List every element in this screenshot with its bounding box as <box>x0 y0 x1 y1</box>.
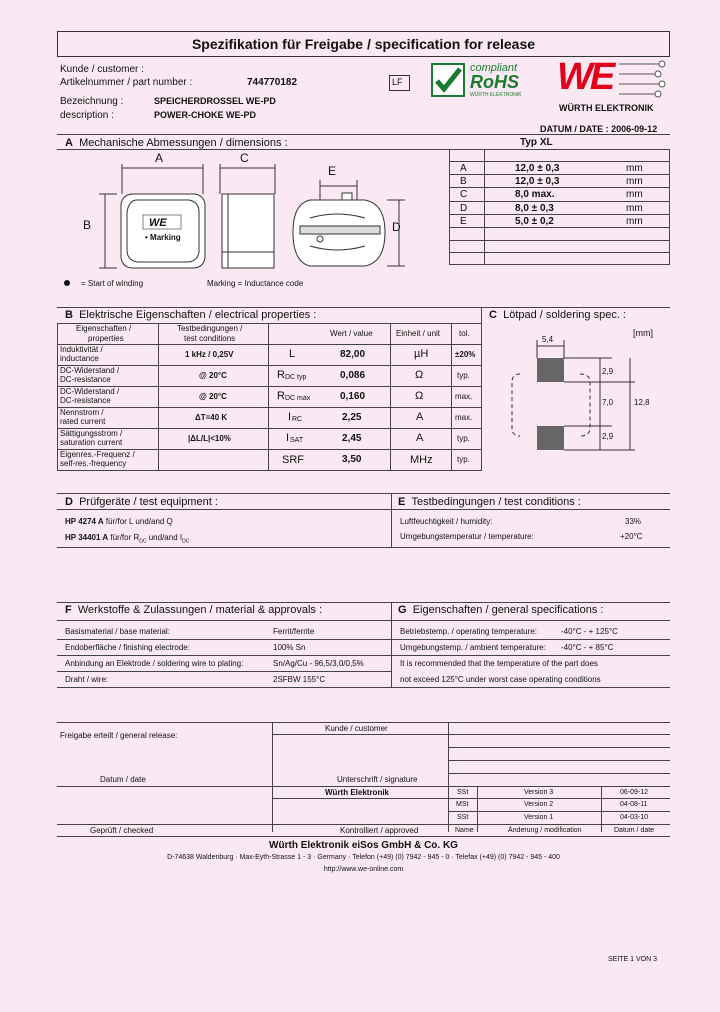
date-line: DATUM / DATE : 2006-09-12 <box>540 124 658 134</box>
section-bc-divider <box>481 307 482 471</box>
section-de-divider <box>391 493 392 547</box>
section-c-title: C Lötpad / soldering spec. : <box>489 309 626 321</box>
signature-label: Unterschrift / signature <box>337 775 418 784</box>
customer-header: Kunde / customer <box>325 724 388 733</box>
temperature-note-1: It is recommended that the temperature of the part does <box>400 659 598 668</box>
we-block-label: Würth Elektronik <box>325 788 390 797</box>
we-company-text: WÜRTH ELEKTRONIK <box>559 103 654 113</box>
elec-table-line <box>57 407 481 408</box>
dims-table-col2 <box>484 149 485 264</box>
dims-row-letter: A <box>460 163 467 174</box>
elec-header-prop2: properties <box>88 334 124 343</box>
material-label: Anbindung an Elektrode / soldering wire to plating: <box>65 659 244 668</box>
ambient-temp-value: -40°C - + 85°C <box>561 643 614 652</box>
test-equipment-1: HP 4274 A für/for L und/and Q <box>65 517 173 526</box>
rohs-sub: WÜRTH ELEKTRONIK <box>470 92 522 98</box>
footer-url[interactable]: http://www.we-online.com <box>323 866 404 873</box>
test-equipment-2: HP 34401 A für/for $R_{DC}$ und/and $I_{DC}$ <box>65 533 190 545</box>
section-b-title: B Elektrische Eigenschaften / electrical properties : <box>65 309 317 321</box>
solderpad-dim-pad2: 2,9 <box>602 432 614 441</box>
operating-temp-label: Betriebstemp. / operating temperature: <box>400 627 537 636</box>
dims-row-letter: D <box>460 203 468 214</box>
solderpad-unit: [mm] <box>633 328 653 338</box>
general-row-line <box>391 639 670 640</box>
humidity-value: 33% <box>625 517 642 526</box>
solderpad-dim-gap: 7,0 <box>602 398 614 407</box>
material-label: Basismaterial / base material: <box>65 627 170 636</box>
elec-header-prop: Eigenschaften / <box>76 324 132 333</box>
dims-row-value: 12,0 ± 0,3 <box>515 176 560 187</box>
release-divider <box>448 722 449 832</box>
solderpad-dim-total: 12,8 <box>634 398 650 407</box>
section-de-rule-bottom <box>57 509 670 510</box>
dims-table-row-line <box>449 264 670 265</box>
release-line <box>272 798 448 799</box>
section-e-title: E Testbedingungen / test conditions : <box>398 496 581 508</box>
dims-row-value: 12,0 ± 0,3 <box>515 163 560 174</box>
general-row-line <box>391 655 670 656</box>
release-grid <box>448 760 670 761</box>
dims-table-row-line <box>449 240 670 241</box>
marking-note: Marking = Inductance code <box>207 279 304 288</box>
section-de-end <box>57 547 670 548</box>
elec-table-col <box>390 323 391 470</box>
elec-header-value: Wert / value <box>330 329 373 338</box>
ambient-temp-label: Umgebungstemp. / ambient temperature: <box>400 643 546 652</box>
solderpad-dim-width: 5,4 <box>542 335 554 344</box>
dims-table-col1 <box>449 149 450 264</box>
material-row-line <box>57 687 670 688</box>
footer-address: D-74638 Waldenburg · Max-Eyth-Strasse 1 - 3 · Germany · Telefon (+49) (0) 7942 - 945 - 0 · Telefax (+49) (0) 7942 - 945 - 400 <box>167 854 560 861</box>
temperature-label: Umgebungstemperatur / temperature: <box>400 532 534 541</box>
approved-label: Kontrolliert / approved <box>340 826 419 835</box>
elec-table-col <box>57 323 58 470</box>
we-logo-letters: WE <box>557 56 613 98</box>
date-label: Datum / date <box>100 775 146 784</box>
section-d-title: D Prüfgeräte / test equipment : <box>65 496 218 508</box>
section-b-rule <box>57 307 670 308</box>
release-grid <box>57 824 670 825</box>
dims-row-unit: mm <box>626 163 643 174</box>
rev-header-date: Datum / date <box>614 827 655 834</box>
material-label: Draht / wire: <box>65 675 109 684</box>
section-g-title: G Eigenschaften / general specifications : <box>398 604 604 616</box>
section-a-title: A Mechanische Abmessungen / dimensions : <box>65 137 288 149</box>
release-grid <box>448 798 670 799</box>
humidity-label: Luftfeuchtigkeit / humidity: <box>400 517 493 526</box>
dims-row-value: 5,0 ± 0,2 <box>515 216 554 227</box>
lf-badge-text: LF <box>392 77 403 87</box>
checked-label: Geprüft / checked <box>90 826 154 835</box>
rohs-compliant: compliant <box>470 62 518 74</box>
start-winding-note: = Start of winding <box>81 279 144 288</box>
release-line <box>57 786 670 787</box>
section-a-rule <box>57 134 670 135</box>
material-value: Sn/Ag/Cu - 96,5/3,0/0,5% <box>273 659 364 668</box>
release-grid <box>448 734 670 735</box>
dim-c-label: C <box>240 151 249 165</box>
release-divider <box>272 722 273 832</box>
circuit-lines-icon <box>619 58 669 98</box>
dims-row-unit: mm <box>626 189 643 200</box>
elec-header-cond2: test conditions <box>184 334 236 343</box>
release-line <box>272 734 448 735</box>
rev-header-change: Änderung / modification <box>508 827 582 834</box>
temperature-note-2: not exceed 125°C under worst case operating conditions <box>400 675 601 684</box>
elec-table-line <box>57 386 481 387</box>
svg-text:WE: WE <box>149 217 167 229</box>
section-fg-divider <box>391 602 392 687</box>
dims-table-row-line <box>449 161 670 162</box>
dims-row-unit: mm <box>626 203 643 214</box>
dims-table-row-line <box>449 214 670 215</box>
section-fg-rule <box>57 602 670 603</box>
checkmark-icon <box>430 62 466 98</box>
rev-header-name: Name <box>455 827 474 834</box>
dimension-drawing <box>95 160 425 290</box>
release-grid <box>448 773 670 774</box>
footer-company: Würth Elektronik eiSos GmbH & Co. KG <box>269 840 458 851</box>
release-grid <box>448 811 670 812</box>
release-grid <box>448 747 670 748</box>
elec-table-col <box>268 323 269 470</box>
section-fg-rule-bottom <box>57 620 670 621</box>
elec-table-col <box>451 323 452 470</box>
operating-temp-value: -40°C - + 125°C <box>561 627 618 636</box>
solderpad-dim-pad1: 2,9 <box>602 367 614 376</box>
dims-row-letter: C <box>460 189 468 200</box>
rev-col <box>601 786 602 832</box>
dims-type-header: Typ XL <box>520 137 553 148</box>
material-value: Ferrit/ferrite <box>273 627 315 636</box>
dim-a-label: A <box>155 151 164 165</box>
dims-table-row-line <box>449 174 670 175</box>
dim-d-label: D <box>392 220 401 234</box>
general-release-label: Freigabe erteilt / general release: <box>60 731 178 740</box>
elec-table-line <box>57 365 481 366</box>
elec-header-cond: Testbedingungen / <box>177 324 243 333</box>
material-value: 100% Sn <box>273 643 306 652</box>
elec-table-line <box>57 470 481 471</box>
page-title: Spezifikation für Freigabe / specification for release <box>191 36 536 52</box>
release-end <box>57 836 670 837</box>
material-label: Endoberfläche / finishing electrode: <box>65 643 190 652</box>
temperature-value: +20°C <box>620 532 643 541</box>
elec-header-tol: tol. <box>459 329 470 338</box>
elec-table-col <box>158 323 159 470</box>
dim-e-label: E <box>328 164 337 178</box>
description-value: POWER-CHOKE WE-PD <box>154 110 256 120</box>
part-number: 744770182 <box>247 77 298 88</box>
dims-row-unit: mm <box>626 176 643 187</box>
solderpad-drawing <box>490 330 670 460</box>
designation-label: Bezeichnung : <box>60 96 124 107</box>
dims-table-row-line <box>449 252 670 253</box>
dims-row-letter: E <box>460 216 467 227</box>
section-de-rule <box>57 493 670 494</box>
dim-b-label: B <box>83 218 92 232</box>
start-winding-dot-icon <box>64 280 70 286</box>
we-logo <box>557 58 669 116</box>
dims-table-row-line <box>449 201 670 202</box>
elec-table-line <box>57 344 481 345</box>
rohs-text: RoHS <box>470 72 519 92</box>
rohs-logo <box>430 62 540 98</box>
dims-row-value: 8,0 ± 0,3 <box>515 203 554 214</box>
dims-row-value: 8,0 max. <box>515 189 555 200</box>
description-label: description : <box>60 110 114 121</box>
customer-label: Kunde / customer : <box>60 64 144 75</box>
dims-row-unit: mm <box>626 216 643 227</box>
material-row-line <box>57 671 391 672</box>
material-row-line <box>57 655 391 656</box>
section-f-title: F Werkstoffe & Zulassungen / material & approvals : <box>65 604 323 616</box>
page-number: SEITE 1 VON 3 <box>608 956 658 963</box>
material-value: 2SFBW 155°C <box>273 675 326 684</box>
dims-table-row-line <box>449 227 670 228</box>
dims-row-letter: B <box>460 176 467 187</box>
part-label: Artikelnummer / part number : <box>60 77 193 88</box>
dims-table-row-line <box>449 187 670 188</box>
elec-header-unit: Einheit / unit <box>396 329 441 338</box>
dims-table-col3 <box>669 149 670 264</box>
marking-label: • Marking <box>145 233 181 242</box>
rev-col <box>477 786 478 832</box>
release-rule <box>57 722 670 723</box>
designation-value: SPEICHERDROSSEL WE-PD <box>154 96 276 106</box>
material-row-line <box>57 639 391 640</box>
